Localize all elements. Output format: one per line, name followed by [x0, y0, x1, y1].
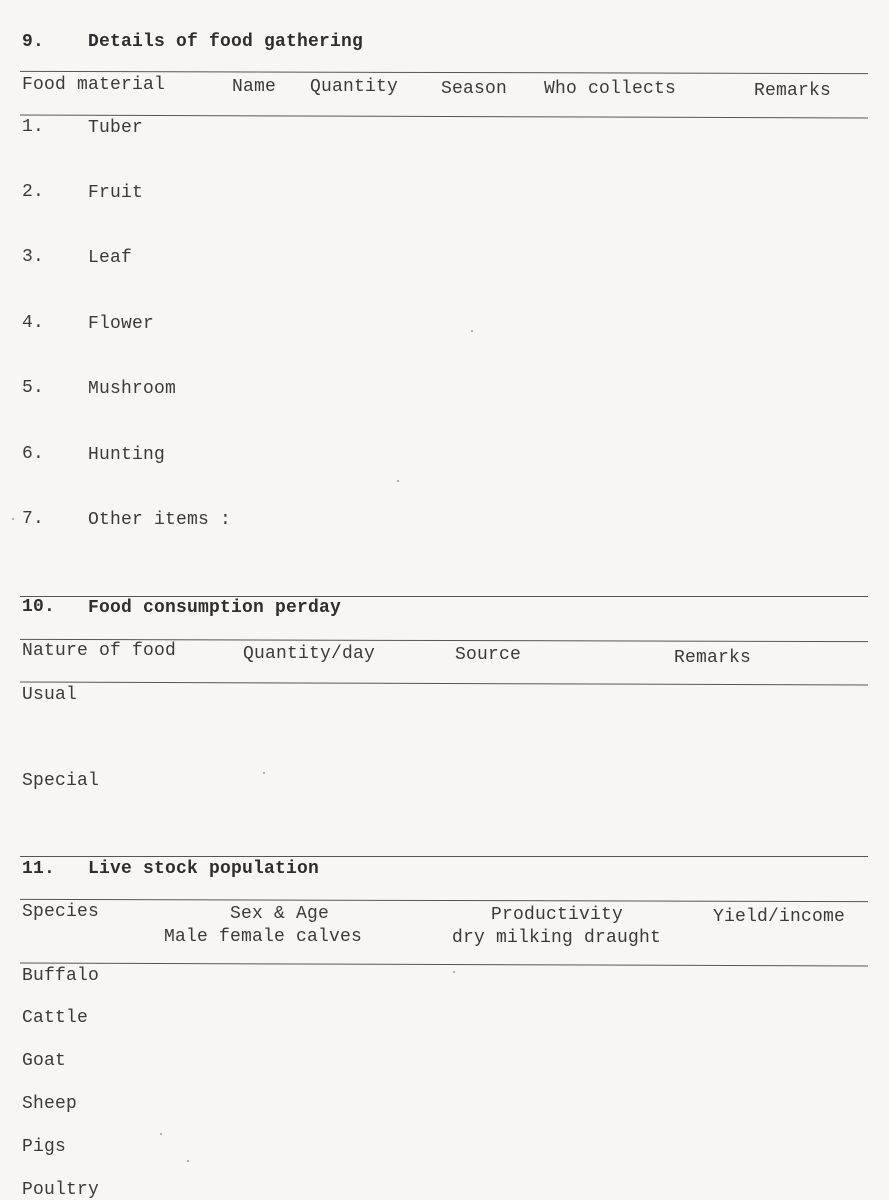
header-name: Name	[232, 77, 277, 97]
species-label: Pigs	[22, 1137, 67, 1157]
section-11-top-rule	[20, 856, 868, 857]
header-remarks-10: Remarks	[674, 648, 752, 668]
header-yield-income: Yield/income	[713, 907, 846, 927]
consumption-row-label: Usual	[22, 685, 78, 705]
food-item-number: 7.	[22, 509, 45, 529]
food-item-label: Hunting	[88, 445, 166, 465]
section-10-top-rule	[20, 596, 868, 597]
header-productivity-sub: dry milking draught	[452, 928, 662, 948]
scan-speck	[471, 330, 473, 332]
food-item-number: 3.	[22, 247, 45, 267]
food-item-label: Flower	[88, 314, 155, 334]
section-10-number: 10.	[22, 597, 56, 617]
section-11-title: Live stock population	[88, 859, 320, 879]
scan-speck	[263, 772, 265, 774]
header-remarks: Remarks	[754, 81, 832, 101]
food-item-number: 4.	[22, 313, 45, 333]
food-item-number: 1.	[22, 117, 45, 137]
header-season: Season	[441, 79, 508, 99]
food-item-label: Tuber	[88, 118, 144, 138]
species-label: Goat	[22, 1051, 67, 1071]
species-label: Poultry	[22, 1180, 100, 1200]
scan-speck	[12, 518, 14, 520]
food-item-label: Leaf	[88, 248, 133, 268]
section-9-title: Details of food gathering	[88, 32, 364, 52]
food-item-number: 5.	[22, 378, 45, 398]
species-label: Cattle	[22, 1008, 89, 1028]
food-item-number: 6.	[22, 444, 45, 464]
header-productivity: Productivity	[491, 905, 624, 925]
section-9-header-top-rule	[20, 71, 868, 74]
header-food-material: Food material	[22, 75, 166, 95]
header-species: Species	[22, 902, 100, 922]
section-9-number: 9.	[22, 32, 45, 52]
header-nature-of-food: Nature of food	[22, 641, 177, 661]
species-label: Buffalo	[22, 966, 100, 986]
section-10-title: Food consumption perday	[88, 598, 342, 618]
food-item-label: Fruit	[88, 183, 144, 203]
section-11-header-bottom-rule	[20, 963, 868, 967]
scan-speck	[397, 480, 399, 482]
food-item-label: Other items :	[88, 510, 232, 530]
scan-speck	[187, 1160, 189, 1162]
species-label: Sheep	[22, 1094, 78, 1114]
section-10-header-bottom-rule	[20, 682, 868, 686]
header-sex-age-sub: Male female calves	[164, 927, 363, 947]
section-11-header-top-rule	[20, 899, 868, 902]
header-quantity: Quantity	[310, 77, 399, 97]
header-quantity-per-day: Quantity/day	[243, 644, 376, 664]
section-9-header-bottom-rule	[20, 115, 868, 119]
header-sex-age: Sex & Age	[230, 904, 330, 924]
food-item-number: 2.	[22, 182, 45, 202]
header-source: Source	[455, 645, 522, 665]
scan-speck	[453, 971, 455, 973]
food-item-label: Mushroom	[88, 379, 177, 399]
header-who-collects: Who collects	[544, 79, 677, 99]
scan-speck	[160, 1133, 162, 1135]
consumption-row-label: Special	[22, 771, 100, 791]
section-11-number: 11.	[22, 859, 56, 879]
